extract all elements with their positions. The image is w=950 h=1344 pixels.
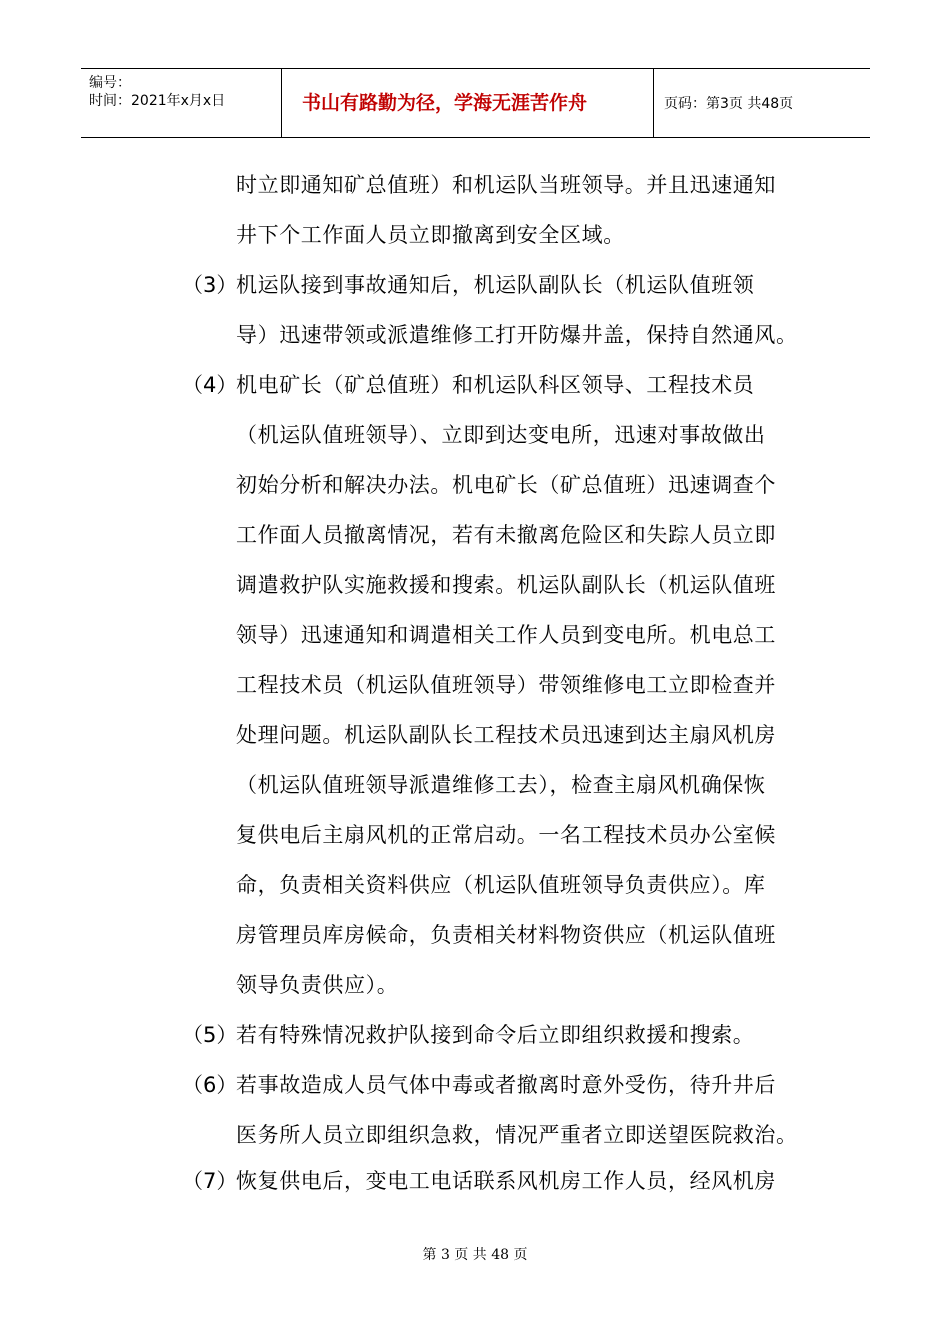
paragraph-line: 工作面人员撤离情况，若有未撤离危险区和失踪人员立即 [236,523,776,547]
item-number: （4） [182,373,238,397]
paragraph-line: 若事故造成人员气体中毒或者撤离时意外受伤，待升井后 [236,1073,776,1097]
paragraph-line: 调遣救护队实施救援和搜索。机运队副队长（机运队值班 [236,573,776,597]
paragraph-line: 机运队接到事故通知后，机运队副队长（机运队值班领 [236,273,755,297]
document-number-label: 编号： [89,75,131,91]
paragraph-line: 若有特殊情况救护队接到命令后立即组织救援和搜索。 [236,1023,755,1047]
document-time-label: 时间：2021年x月x日 [89,93,226,109]
paragraph-line: 领导负责供应）。 [236,973,399,997]
paragraph-line: （机运队值班领导派遣维修工去），检查主扇风机确保恢 [236,773,766,797]
paragraph-line: （机运队值班领导）、立即到达变电所，迅速对事故做出 [236,423,766,447]
paragraph-line: 复供电后主扇风机的正常启动。一名工程技术员办公室候 [236,823,776,847]
paragraph-line: 恢复供电后，变电工电话联系风机房工作人员，经风机房 [236,1169,776,1193]
paragraph-line: 医务所人员立即组织急救，情况严重者立即送望医院救治。 [236,1123,798,1147]
paragraph-line: 房管理员库房候命，负责相关材料物资供应（机运队值班 [236,923,776,947]
item-number: （5） [182,1023,238,1047]
paragraph-line: 领导）迅速通知和调遣相关工作人员到变电所。机电总工 [236,623,776,647]
page-footer: 第 3 页 共 48 页 [422,1247,528,1263]
paragraph-line: 初始分析和解决办法。机电矿长（矿总值班）迅速调查个 [236,473,776,497]
paragraph-line: 时立即通知矿总值班）和机运队当班领导。并且迅速通知 [236,173,776,197]
item-number: （3） [182,273,238,297]
paragraph-line: 命，负责相关资料供应（机运队值班领导负责供应）。库 [236,873,766,897]
paragraph-line: 机电矿长（矿总值班）和机运队科区领导、工程技术员 [236,373,755,397]
header-page-info: 页码：第3页 共48页 [664,96,794,112]
paragraph-line: 处理问题。机运队副队长工程技术员迅速到达主扇风机房 [236,723,776,747]
paragraph-line: 工程技术员（机运队值班领导）带领维修电工立即检查并 [236,673,776,697]
paragraph-line: 井下个工作面人员立即撤离到安全区域。 [236,223,625,247]
header-motto: 书山有路勤为径，学海无涯苦作舟 [302,92,588,114]
item-number: （7） [182,1169,238,1193]
paragraph-line: 导）迅速带领或派遣维修工打开防爆井盖，保持自然通风。 [236,323,798,347]
item-number: （6） [182,1073,238,1097]
